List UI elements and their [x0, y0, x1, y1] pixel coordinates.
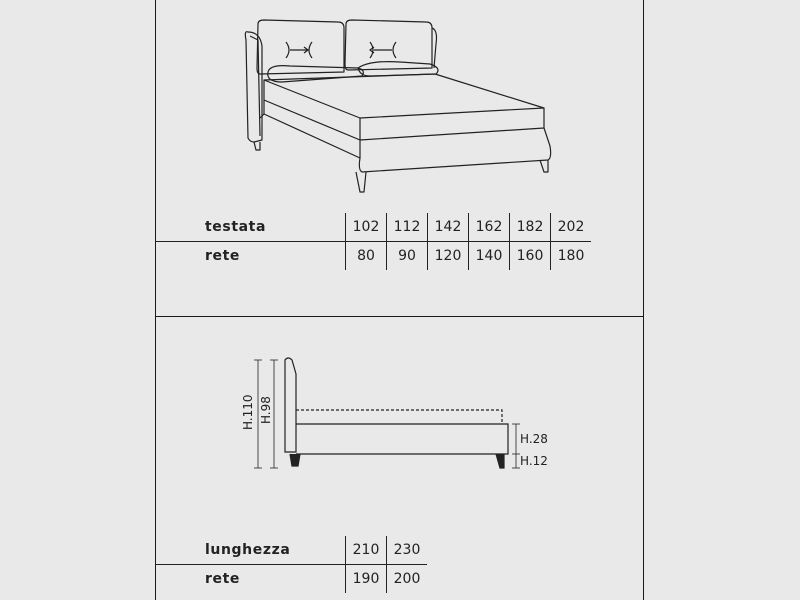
- table-cell: 202: [551, 213, 592, 242]
- table-row: [155, 213, 591, 242]
- table-cell: 162: [469, 213, 510, 242]
- table-cell: 160: [510, 242, 551, 271]
- table-cell: 140: [469, 242, 510, 271]
- headboard-size-table: [155, 213, 591, 270]
- length-size-table: [155, 536, 427, 593]
- table-row: [155, 565, 427, 594]
- table-cell: 120: [428, 242, 469, 271]
- table-cell: 90: [387, 242, 428, 271]
- row-label: testata: [155, 213, 346, 242]
- row-label: rete: [205, 248, 240, 264]
- table-cell: 190: [346, 565, 387, 594]
- table-cell: 180: [551, 242, 592, 271]
- table-cell: 80: [346, 242, 387, 271]
- table-cell: 182: [510, 213, 551, 242]
- dim-label-h98: H.98: [259, 396, 273, 424]
- dim-label-h28: H.28: [520, 432, 548, 446]
- table-cell: 102: [346, 213, 387, 242]
- dim-label-h110: H.110: [241, 394, 255, 430]
- table-cell: 230: [387, 536, 428, 565]
- table-cell: 210: [346, 536, 387, 565]
- dim-label-h12: H.12: [520, 454, 548, 468]
- table-row: [155, 242, 591, 271]
- table-cell: 200: [387, 565, 428, 594]
- table-cell: 142: [428, 213, 469, 242]
- table-row: [155, 536, 427, 565]
- bed-perspective-drawing: [230, 10, 560, 200]
- row-label: lunghezza: [155, 536, 346, 565]
- row-label: rete: [205, 571, 240, 587]
- table-cell: 112: [387, 213, 428, 242]
- section-divider: [155, 316, 644, 317]
- bed-side-view-drawing: [230, 350, 560, 480]
